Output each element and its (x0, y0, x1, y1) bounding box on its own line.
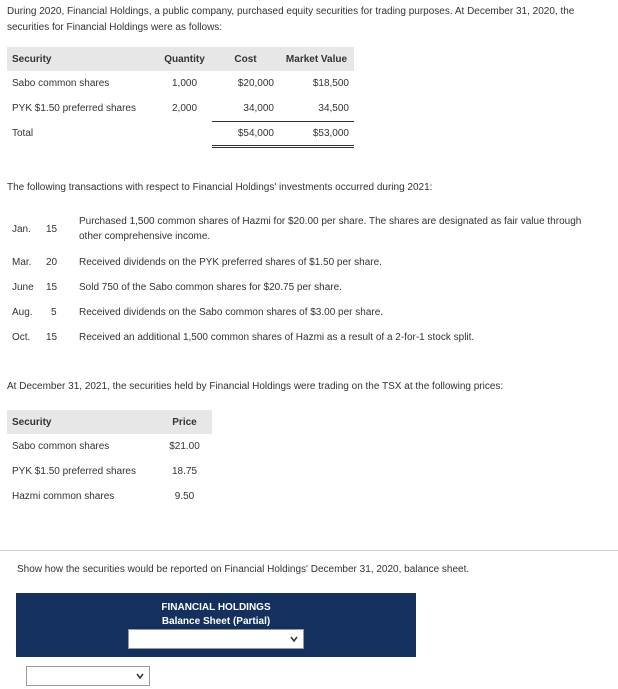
holdings-2020-table (7, 47, 354, 148)
balance-sheet-subtitle: Balance Sheet (Partial) (161, 616, 271, 627)
period-dropdown[interactable] (128, 629, 304, 649)
table-row: Sabo common shares $21.00 (12, 441, 200, 452)
transactions-intro: The following transactions with respect to Financial Holdings' investments occurred during 2021: (7, 182, 433, 193)
col-price: Price (157, 410, 212, 434)
col-security: Security (7, 47, 157, 71)
chevron-down-icon (289, 634, 299, 644)
col-cost: Cost (212, 47, 279, 71)
line-item-dropdown[interactable] (26, 666, 150, 686)
table-row-total: Total $54,000 $53,000 (7, 121, 354, 146)
balance-sheet-title: FINANCIAL HOLDINGS (161, 602, 271, 613)
col-security: Security (7, 410, 157, 434)
table-row: Sabo common shares 1,000 $20,000 $18,500 (12, 78, 349, 89)
prices-intro: At December 31, 2021, the securities held by Financial Holdings were trading on the TSX at the following prices: (7, 381, 504, 392)
chevron-down-icon (135, 671, 145, 681)
intro-text: During 2020, Financial Holdings, a public company, purchased equity securities for trading purposes. At December 31, 2020, the securities for Financial Holdings were as follows: (7, 6, 575, 33)
prices-2021-table (7, 410, 212, 509)
divider (0, 550, 618, 551)
question-text: Show how the securities would be reported on Financial Holdings' December 31, 2020, balance sheet. (17, 564, 470, 575)
col-market-value: Market Value (279, 47, 354, 71)
table-row: Hazmi common shares 9.50 (12, 491, 195, 502)
balance-sheet-header (16, 593, 416, 657)
col-quantity: Quantity (157, 47, 212, 71)
table-row: PYK $1.50 preferred shares 18.75 (12, 466, 198, 477)
table-row: PYK $1.50 preferred shares 2,000 34,000 34,500 (7, 96, 354, 121)
